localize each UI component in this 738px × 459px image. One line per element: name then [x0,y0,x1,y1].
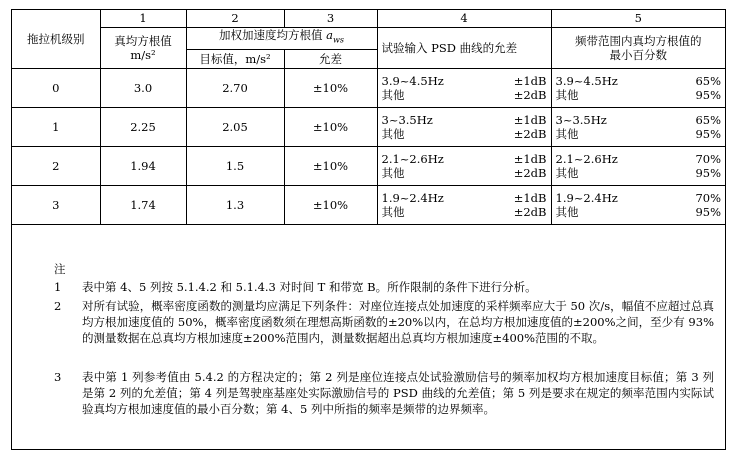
note-number: 1 [54,280,62,294]
table-row [12,107,725,146]
psd-other: 其他 [381,165,405,180]
note-1 [54,279,714,295]
psd-other: 其他 [381,204,405,219]
pct-band-val: 65% [695,112,721,127]
note-number: 3 [54,370,62,384]
cell-psd-tolerance [377,107,551,146]
header-tractor-class: 拖拉机级别 [12,10,100,68]
cell-rms: 3.0 [100,68,186,107]
pct-band-val: 70% [695,151,721,166]
pct-band: 3~3.5Hz [555,112,607,127]
pct-other: 其他 [555,126,579,141]
cell-rms: 2.25 [100,107,186,146]
cell-psd-tolerance [377,146,551,185]
header-weighted-subscript: ws [333,35,344,45]
pct-other: 其他 [555,204,579,219]
header-rms [100,27,186,68]
table-row [12,68,725,107]
cell-tolerance: ±10% [284,107,377,146]
pct-other: 其他 [555,165,579,180]
psd-band-tol: ±1dB [513,190,547,205]
pct-other: 其他 [555,87,579,102]
cell-class: 0 [12,68,100,107]
header-tolerance: 允差 [284,49,377,68]
psd-other-tol: ±2dB [513,87,547,102]
header-weighted-label: 加权加速度均方根值 [219,28,323,43]
cell-tolerance: ±10% [284,185,377,224]
pct-band-val: 70% [695,190,721,205]
note-number: 2 [54,299,62,313]
cell-class: 1 [12,107,100,146]
psd-band: 3~3.5Hz [381,112,433,127]
pct-other-val: 95% [695,126,721,141]
pct-other-val: 95% [695,204,721,219]
note-2 [54,298,714,346]
pct-other-val: 95% [695,165,721,180]
psd-band-tol: ±1dB [513,151,547,166]
cell-psd-tolerance [377,185,551,224]
header-weighted-symbol: a [326,28,334,43]
cell-band-percent [551,146,725,185]
table-row [12,146,725,185]
header-psd-tolerance: 试验输入 PSD 曲线的允差 [377,27,551,68]
cell-rms: 1.74 [100,185,186,224]
cell-class: 3 [12,185,100,224]
cell-class: 2 [12,146,100,185]
cell-target: 1.5 [186,146,284,185]
cell-target: 2.05 [186,107,284,146]
cell-rms: 1.94 [100,146,186,185]
pct-band: 1.9~2.4Hz [555,190,618,205]
col-number-5: 5 [551,10,725,27]
pct-band: 2.1~2.6Hz [555,151,618,166]
cell-target: 1.3 [186,185,284,224]
header-band-percent [551,27,725,68]
col-number-4: 4 [377,10,551,27]
cell-band-percent [551,68,725,107]
note-text: 表中第 4、5 列按 5.1.4.2 和 5.1.4.3 对时间 T 和带宽 B。所作限制的条件下进行分析。 [82,280,537,294]
psd-band-tol: ±1dB [513,73,547,88]
psd-other-tol: ±2dB [513,204,547,219]
psd-other-tol: ±2dB [513,126,547,141]
cell-band-percent [551,185,725,224]
note-text: 对所有试验，概率密度函数的测量均应满足下列条件：对座位连接点处加速度的采样频率应大于 50 次/s，幅值不应超过总真均方根加速度值的 50%，概率密度函数须在理想高斯函数的±20%以内，在总均方根加速度值的±200%之间，至少有 93%的测量数据在总真均方根加速度±200%范围内，测量数据超出总真均方根加速度±400%范围的不取。 [82,299,714,345]
psd-other-tol: ±2dB [513,165,547,180]
header-rms-label: 真均方根值 [114,33,172,48]
cell-target: 2.70 [186,68,284,107]
cell-tolerance: ±10% [284,68,377,107]
header-weighted-rms [186,27,377,49]
cell-psd-tolerance [377,68,551,107]
psd-band: 1.9~2.4Hz [381,190,444,205]
cell-band-percent [551,107,725,146]
spec-table-frame [11,9,726,450]
pct-band: 3.9~4.5Hz [555,73,618,88]
note-text: 表中第 1 列参考值由 5.4.2 的方程决定的；第 2 列是座位连接点处试验激励信号的频率加权均方根加速度目标值；第 3 列是第 2 列的允差值；第 4 列是驾驶座基座处实际激励信号的 PSD 曲线的允差值；第 5 列是要求在规定的频率范围内实际试验真均方根加速度值的最小百分数；第 4、5 列中所指的频率是频带的边界频率。 [82,370,714,416]
psd-band-tol: ±1dB [513,112,547,127]
psd-other: 其他 [381,87,405,102]
pct-other-val: 95% [695,87,721,102]
psd-band: 2.1~2.6Hz [381,151,444,166]
cell-tolerance: ±10% [284,146,377,185]
col-number-1: 1 [100,10,186,27]
header-band-percent-line1: 频带范围内真均方根值的 [575,33,702,48]
col-number-2: 2 [186,10,284,27]
notes-title: 注 [54,262,66,276]
note-3 [54,369,714,417]
vibration-spec-table [12,10,725,225]
header-band-percent-line2: 最小百分数 [609,47,667,62]
header-target: 目标值，m/s² [186,49,284,68]
psd-band: 3.9~4.5Hz [381,73,444,88]
table-row [12,185,725,224]
col-number-3: 3 [284,10,377,27]
pct-band-val: 65% [695,73,721,88]
psd-other: 其他 [381,126,405,141]
header-rms-unit: m/s² [130,47,156,62]
